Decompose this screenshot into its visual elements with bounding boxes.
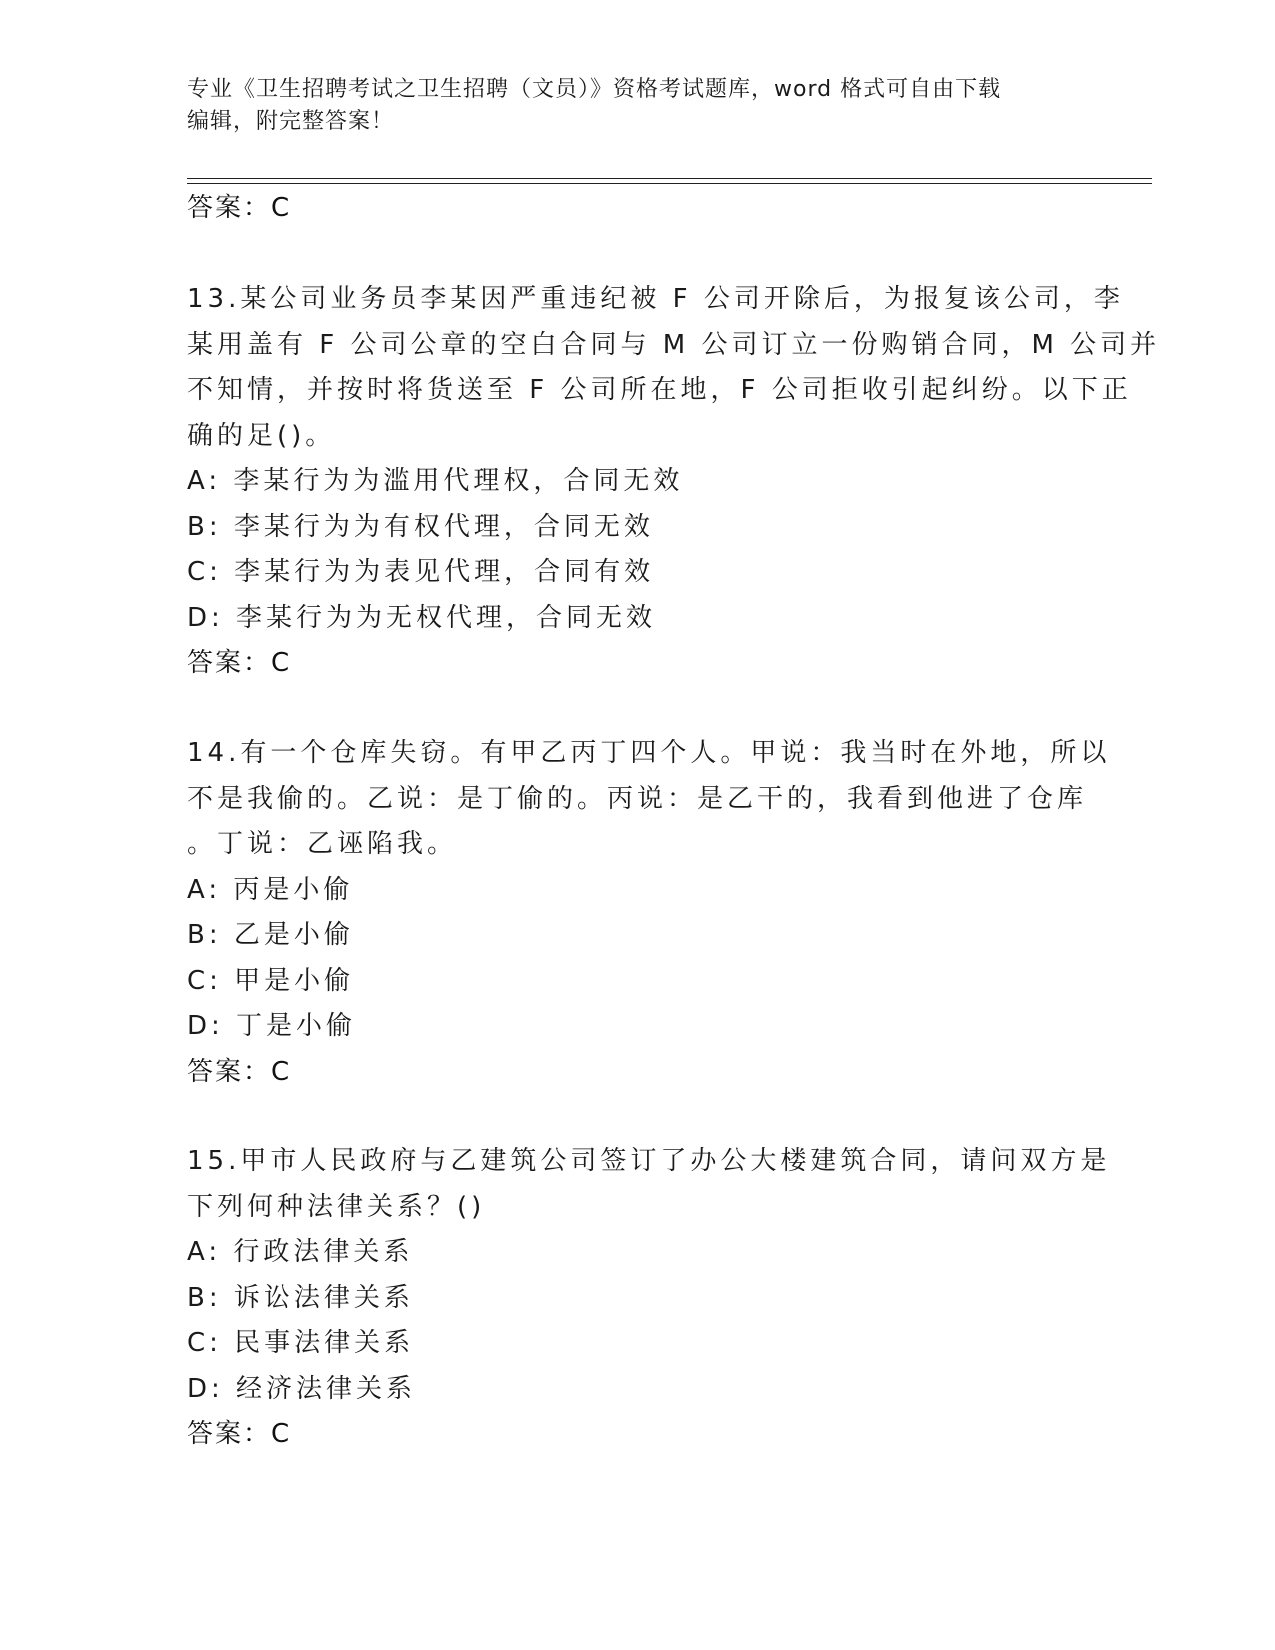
question-15 bbox=[187, 1139, 1111, 1458]
question-stem-line: 不是我偷的。乙说：是丁偷的。丙说：是乙干的，我看到他进了仓库 bbox=[187, 783, 1088, 814]
question-stem-line: 14.有一个仓库失窃。有甲乙丙丁四个人。甲说：我当时在外地，所以 bbox=[187, 738, 1111, 768]
previous-answer: 答案：C bbox=[187, 193, 292, 223]
header-line-1: 专业《卫生招聘考试之卫生招聘（文员）》资格考试题库，word 格式可自由下载 bbox=[187, 77, 1002, 102]
option-a: A: 丙是小偷 bbox=[187, 874, 354, 905]
answer: 答案：C bbox=[187, 1056, 292, 1087]
option-d: D: 李某行为为无权代理，合同无效 bbox=[187, 602, 657, 633]
question-stem-line: 13.某公司业务员李某因严重违纪被 F 公司开除后，为报复该公司，李 bbox=[187, 284, 1124, 314]
option-a: A: 李某行为为滥用代理权，合同无效 bbox=[187, 466, 684, 496]
option-c: C: 甲是小偷 bbox=[187, 965, 355, 996]
option-a: A: 行政法律关系 bbox=[187, 1237, 414, 1267]
previous-answer-block bbox=[187, 186, 1087, 232]
option-b: B: 李某行为为有权代理，合同无效 bbox=[187, 511, 654, 542]
question-stem-line: 15.甲市人民政府与乙建筑公司签订了办公大楼建筑合同，请问双方是 bbox=[187, 1146, 1111, 1176]
option-b: B: 乙是小偷 bbox=[187, 920, 354, 950]
document-header bbox=[187, 74, 1067, 138]
option-c: C: 李某行为为表见代理，合同有效 bbox=[187, 557, 655, 587]
question-stem-line: 不知情，并按时将货送至 F 公司所在地，F 公司拒收引起纠纷。以下正 bbox=[187, 375, 1132, 405]
answer: 答案：C bbox=[187, 648, 292, 678]
option-d: D: 丁是小偷 bbox=[187, 1011, 357, 1041]
question-14 bbox=[187, 731, 1111, 1095]
question-stem-line: 确的足()。 bbox=[187, 420, 336, 451]
header-rule-bottom bbox=[187, 183, 1152, 184]
answer: 答案：C bbox=[187, 1419, 292, 1449]
option-d: D: 经济法律关系 bbox=[187, 1373, 417, 1404]
question-13 bbox=[187, 277, 1161, 687]
question-stem-line: 某用盖有 F 公司公章的空白合同与 M 公司订立一份购销合同，M 公司并 bbox=[187, 329, 1161, 360]
question-stem-line: 下列何种法律关系？() bbox=[187, 1191, 486, 1222]
question-stem-line: 。丁说：乙诬陷我。 bbox=[187, 829, 458, 859]
option-c: C: 民事法律关系 bbox=[187, 1328, 415, 1358]
option-b: B: 诉讼法律关系 bbox=[187, 1282, 414, 1313]
header-rule-top bbox=[187, 178, 1152, 179]
header-line-2: 编辑，附完整答案！ bbox=[187, 109, 395, 134]
